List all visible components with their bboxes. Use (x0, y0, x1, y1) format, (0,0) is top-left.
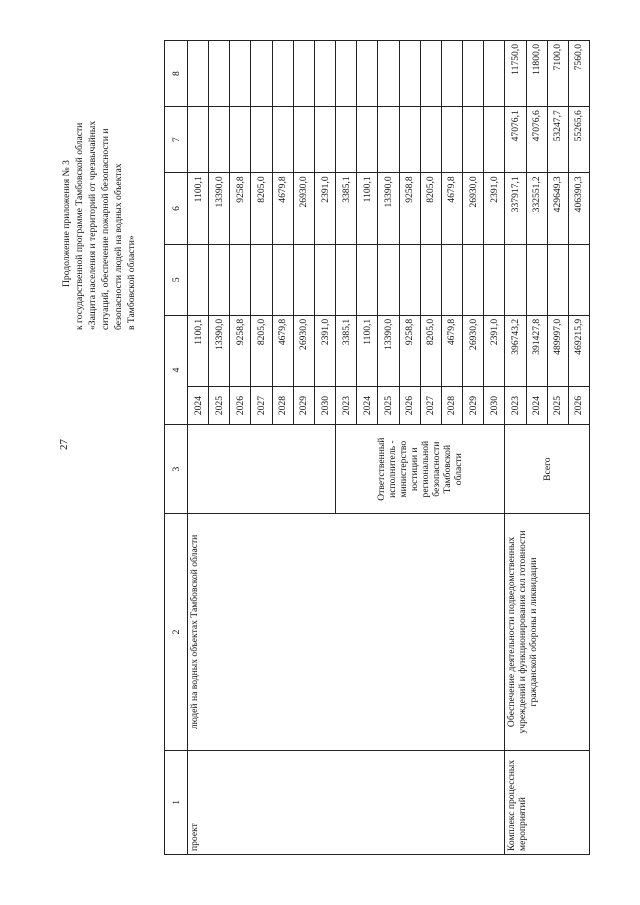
program-finance-table (164, 40, 590, 855)
value-cell (420, 244, 441, 315)
year-cell: 2029 (293, 387, 314, 425)
appendix-subtitle-line: ситуаций, обеспечение пожарной безопасности и (100, 128, 111, 330)
value-cell (399, 107, 420, 173)
value-cell: 2391,0 (314, 315, 335, 386)
value-cell: 4679,8 (441, 315, 462, 386)
value-cell (188, 107, 209, 173)
value-cell: 3385,1 (336, 173, 357, 244)
value-cell: 1100,1 (188, 173, 209, 244)
year-cell: 2028 (272, 387, 293, 425)
year-cell: 2024 (526, 387, 547, 425)
appendix-title: Продолжение приложения № 3 (61, 160, 72, 287)
value-cell (547, 244, 568, 315)
header-cell: 1 (165, 750, 188, 854)
value-cell: 9258,8 (399, 173, 420, 244)
value-cell: 11800,0 (526, 41, 547, 107)
value-cell: 13390,0 (209, 173, 230, 244)
year-cell: 2030 (484, 387, 505, 425)
value-cell: 8205,0 (251, 315, 272, 386)
value-cell: 1100,1 (188, 315, 209, 386)
header-cell: 7 (165, 107, 188, 173)
value-cell (314, 107, 335, 173)
value-cell: 26930,0 (293, 173, 314, 244)
value-cell: 469215,9 (568, 315, 589, 386)
value-cell (463, 41, 484, 107)
row-name-cell: людей на водных объектах Тамбовской области (188, 514, 505, 751)
value-cell (484, 41, 505, 107)
year-cell: 2027 (251, 387, 272, 425)
year-cell: 2025 (547, 387, 568, 425)
value-cell (293, 244, 314, 315)
value-cell (505, 244, 526, 315)
appendix-subtitle-line: в Тамбовской области» (126, 235, 137, 330)
header-cell: 3 (165, 425, 188, 514)
value-cell (209, 107, 230, 173)
page-number: 27 (58, 439, 70, 450)
appendix-subtitle-line: «Защита населения и территорий от чрезвычайных (87, 120, 98, 330)
year-cell: 2030 (314, 387, 335, 425)
year-cell: 2026 (230, 387, 251, 425)
value-cell (399, 41, 420, 107)
value-cell (251, 244, 272, 315)
value-cell: 3385,1 (336, 315, 357, 386)
year-cell: 2026 (568, 387, 589, 425)
value-cell: 8205,0 (420, 173, 441, 244)
appendix-heading (60, 0, 138, 330)
value-cell: 53247,7 (547, 107, 568, 173)
table-row (505, 41, 526, 855)
value-cell (484, 107, 505, 173)
value-cell: 26930,0 (293, 315, 314, 386)
appendix-subtitle-line: к государственной программе Тамбовской области (74, 122, 85, 330)
value-cell: 13390,0 (209, 315, 230, 386)
value-cell: 9258,8 (230, 173, 251, 244)
appendix-subtitle-line: безопасности людей на водных объектах (113, 163, 124, 330)
value-cell: 406390,3 (568, 173, 589, 244)
year-cell: 2029 (463, 387, 484, 425)
year-cell: 2023 (336, 387, 357, 425)
value-cell (272, 244, 293, 315)
value-cell (314, 244, 335, 315)
value-cell: 4679,8 (272, 173, 293, 244)
value-cell: 1100,1 (357, 173, 378, 244)
value-cell (484, 244, 505, 315)
value-cell: 429649,3 (547, 173, 568, 244)
value-cell (336, 107, 357, 173)
value-cell: 9258,8 (399, 315, 420, 386)
table-header-row (165, 41, 188, 855)
value-cell (272, 107, 293, 173)
header-cell: 5 (165, 244, 188, 315)
value-cell: 47076,1 (505, 107, 526, 173)
value-cell (463, 107, 484, 173)
value-cell (230, 41, 251, 107)
row-type-cell: Комплекс процессных мероприятий (505, 750, 590, 854)
value-cell: 26930,0 (463, 315, 484, 386)
value-cell: 1100,1 (357, 315, 378, 386)
value-cell: 55265,6 (568, 107, 589, 173)
table-row (188, 41, 209, 855)
value-cell: 2391,0 (314, 173, 335, 244)
value-cell: 9258,8 (230, 315, 251, 386)
value-cell (441, 107, 462, 173)
row-name-cell: Обеспечение деятельности подведомственных учреждений и функционирования сил готовности гражданской обороны и ликвидации (505, 514, 590, 751)
value-cell: 13390,0 (378, 173, 399, 244)
value-cell (526, 244, 547, 315)
value-cell (357, 107, 378, 173)
value-cell (420, 41, 441, 107)
value-cell: 332551,2 (526, 173, 547, 244)
year-cell: 2026 (399, 387, 420, 425)
year-cell: 2024 (357, 387, 378, 425)
row-executor-cell: Ответственный исполнитель - министерство юстиции и региональной безопасности Тамбовской области (336, 425, 505, 514)
value-cell: 2391,0 (484, 173, 505, 244)
header-cell: 8 (165, 41, 188, 107)
value-cell: 8205,0 (251, 173, 272, 244)
value-cell (314, 41, 335, 107)
value-cell: 391427,8 (526, 315, 547, 386)
value-cell: 396743,2 (505, 315, 526, 386)
value-cell (293, 107, 314, 173)
year-cell: 2025 (378, 387, 399, 425)
value-cell (378, 41, 399, 107)
value-cell (399, 244, 420, 315)
year-cell: 2024 (188, 387, 209, 425)
row-type-cell: проект (188, 750, 505, 854)
row-executor-cell (188, 425, 336, 514)
value-cell (420, 107, 441, 173)
value-cell (441, 41, 462, 107)
value-cell: 4679,8 (441, 173, 462, 244)
value-cell (357, 244, 378, 315)
value-cell (378, 107, 399, 173)
value-cell (441, 244, 462, 315)
year-cell: 2023 (505, 387, 526, 425)
value-cell (293, 41, 314, 107)
value-cell: 47076,6 (526, 107, 547, 173)
row-executor-cell: Всего (505, 425, 590, 514)
header-cell: 6 (165, 173, 188, 244)
value-cell (336, 41, 357, 107)
value-cell: 489997,0 (547, 315, 568, 386)
value-cell (188, 244, 209, 315)
value-cell: 7560,0 (568, 41, 589, 107)
table-container (164, 40, 590, 855)
value-cell (272, 41, 293, 107)
value-cell (251, 41, 272, 107)
value-cell (378, 244, 399, 315)
value-cell (251, 107, 272, 173)
year-cell: 2028 (441, 387, 462, 425)
value-cell: 11750,0 (505, 41, 526, 107)
value-cell (230, 244, 251, 315)
value-cell (568, 244, 589, 315)
value-cell (357, 41, 378, 107)
year-cell: 2025 (209, 387, 230, 425)
header-cell: 2 (165, 514, 188, 751)
value-cell: 337917,1 (505, 173, 526, 244)
value-cell (336, 244, 357, 315)
value-cell: 4679,8 (272, 315, 293, 386)
value-cell (188, 41, 209, 107)
value-cell: 8205,0 (420, 315, 441, 386)
value-cell: 7100,0 (547, 41, 568, 107)
value-cell: 26930,0 (463, 173, 484, 244)
value-cell (209, 244, 230, 315)
value-cell (230, 107, 251, 173)
value-cell (463, 244, 484, 315)
header-cell: 4 (165, 315, 188, 424)
value-cell: 13390,0 (378, 315, 399, 386)
value-cell (209, 41, 230, 107)
value-cell: 2391,0 (484, 315, 505, 386)
year-cell: 2027 (420, 387, 441, 425)
